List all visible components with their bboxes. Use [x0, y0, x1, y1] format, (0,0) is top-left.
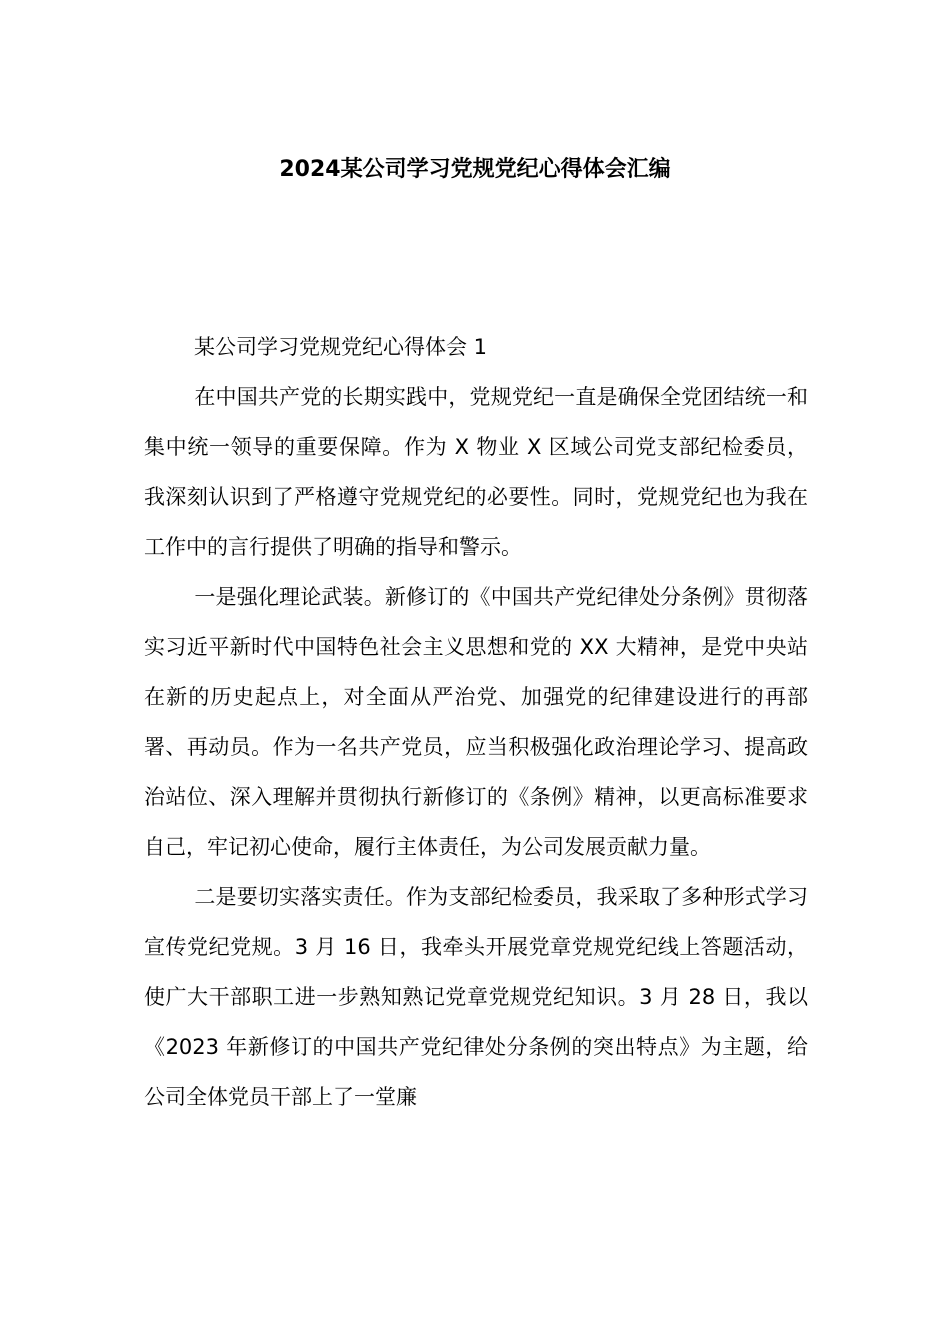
paragraph-theory: 一是强化理论武装。新修订的《中国共产党纪律处分条例》贯彻落实习近平新时代中国特色社会主义思想和党的 XX 大精神，是党中央站在新的历史起点上，对全面从严治党、加强党的纪律建设进行的再部署、再动员。作为一名共产党员，应当积极强化政治理论学习、提高政治站位、深入理解并贯彻执行新修订的《条例》精神，以更高标准要求自己，牢记初心使命，履行主体责任，为公司发展贡献力量。	[144, 585, 808, 859]
paragraph-responsibility: 二是要切实落实责任。作为支部纪检委员，我采取了多种形式学习宣传党纪党规。3 月 16 日，我牵头开展党章党规党纪线上答题活动，使广大干部职工进一步熟知熟记党章党规党纪知识。3 月 28 日，我以《2023 年新修订的中国共产党纪律处分条例的突出特点》为主题，给公司全体党员干部上了一堂廉	[144, 885, 808, 1109]
section-heading: 某公司学习党规党纪心得体会 1	[194, 335, 488, 359]
document-title: 2024某公司学习党规党纪心得体会汇编	[279, 157, 671, 182]
document-body	[144, 322, 808, 1122]
paragraph-intro: 在中国共产党的长期实践中，党规党纪一直是确保全党团结统一和集中统一领导的重要保障。作为 X 物业 X 区域公司党支部纪检委员，我深刻认识到了严格遵守党规党纪的必要性。同时，党规党纪也为我在工作中的言行提供了明确的指导和警示。	[144, 385, 808, 559]
